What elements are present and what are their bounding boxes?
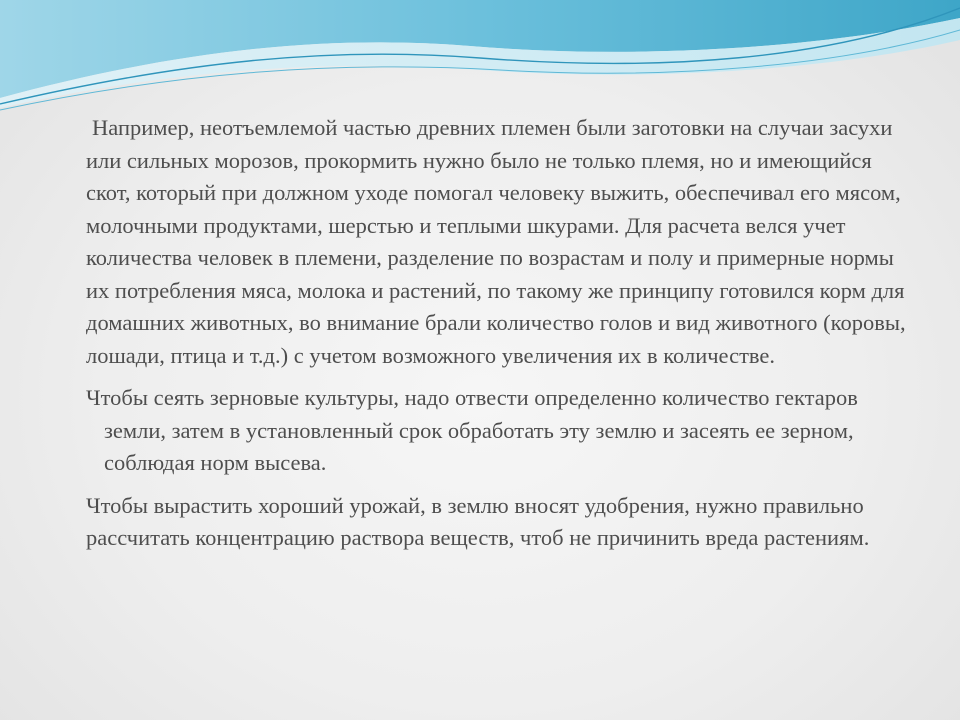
wave-decoration	[0, 0, 960, 120]
paragraph-3: Чтобы вырастить хороший урожай, в землю вносят удобрения, нужно правильно рассчитать концентрацию раствора веществ, чтоб не причинить вреда растениям.	[86, 492, 870, 550]
paragraph-2: Чтобы сеять зерновые культуры, надо отвести определенно количество гектаров земли, затем в установленный срок обработать эту землю и засеять ее зерном, соблюдая норм высева.	[86, 385, 858, 475]
slide-body	[86, 112, 916, 555]
paragraph-1: Например, неотъемлемой частью древних племен были заготовки на случаи засухи или сильных морозов, прокормить нужно было не только племя, но и имеющийся скот, который при должном уходе помогал человеку выжить, обеспечивал его мясом, молочными продуктами, шерстью и теплыми шкурами. Для расчета велся учет количества человек в племени, разделение по возрастам и полу и примерные нормы их потребления мяса, молока и растений, по такому же принципу готовился корм для домашних животных, во внимание брали количество голов и вид животного (коровы, лошади, птица и т.д.) с учетом возможного увеличения их в количестве.	[86, 115, 906, 368]
